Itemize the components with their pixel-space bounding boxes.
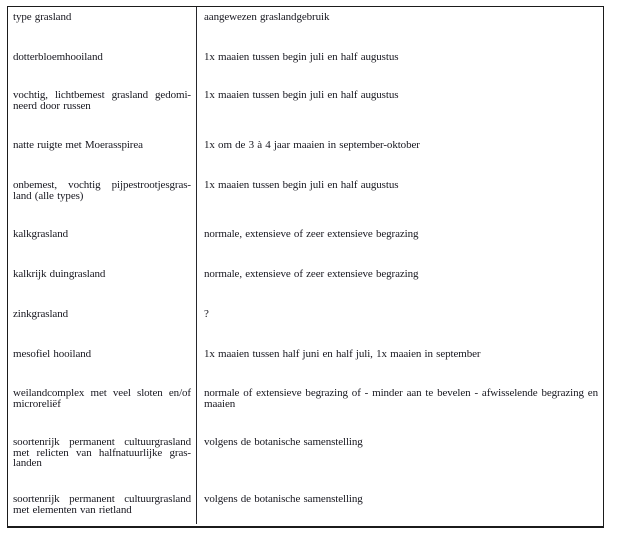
table-row [8,85,603,135]
grassland-use-cell: normale, extensieve of zeer extensieve begrazing [204,228,419,240]
grassland-type-cell: vochtig, lichtbemest grasland gedomi-neerd door russen [8,85,197,135]
table-row [8,383,603,432]
grassland-use-cell: 1x maaien tussen half juni en half juli, 1x maaien in september [204,348,481,360]
grassland-use-cell: normale, extensieve of zeer extensieve begrazing [204,268,419,280]
grassland-type-cell: dotterbloemhooiland [8,47,197,85]
grassland-use-cell: normale of extensieve begrazing of - minder aan te bevelen - afwisselende begrazing en maaien [204,387,598,410]
grassland-type-cell: mesofiel hooiland [8,344,197,383]
column-header-type-grasland: type grasland [8,7,197,47]
grassland-use-cell: volgens de botanische samenstelling [204,493,363,505]
grassland-type-cell: kalkgrasland [8,224,197,264]
grassland-type-cell: soortenrijk permanent cultuurgrasland met elementen van rietland [8,489,197,524]
grassland-use-cell: 1x om de 3 à 4 jaar maaien in september-oktober [204,139,420,151]
grassland-use-cell: volgens de botanische samenstelling [204,436,363,448]
table-row [8,344,603,383]
grassland-use-cell: 1x maaien tussen begin juli en half augustus [204,89,399,101]
grassland-type-cell: soortenrijk permanent cultuurgrasland met relicten van halfnatuurlijke gras-landen [8,432,197,489]
grassland-type-cell: onbemest, vochtig pijpestrootjesgras-land (alle types) [8,175,197,224]
table-row [8,175,603,224]
table-row [8,489,603,524]
table-header-row [8,7,603,47]
grassland-type-cell: kalkrijk duingrasland [8,264,197,304]
grassland-type-cell: weilandcomplex met veel sloten en/of microreliëf [8,383,197,432]
table-row [8,432,603,489]
grassland-use-cell: 1x maaien tussen begin juli en half augustus [204,51,399,63]
table-row [8,304,603,344]
grassland-type-cell: natte ruigte met Moerasspirea [8,135,197,175]
grassland-use-table [7,6,604,528]
grassland-use-cell: ? [204,308,209,320]
column-header-graslandgebruik: aangewezen graslandgebruik [204,11,330,23]
grassland-use-cell: 1x maaien tussen begin juli en half augustus [204,179,399,191]
table-row [8,224,603,264]
table-row [8,135,603,175]
table-row [8,47,603,85]
table-row [8,264,603,304]
grassland-type-cell: zinkgrasland [8,304,197,344]
